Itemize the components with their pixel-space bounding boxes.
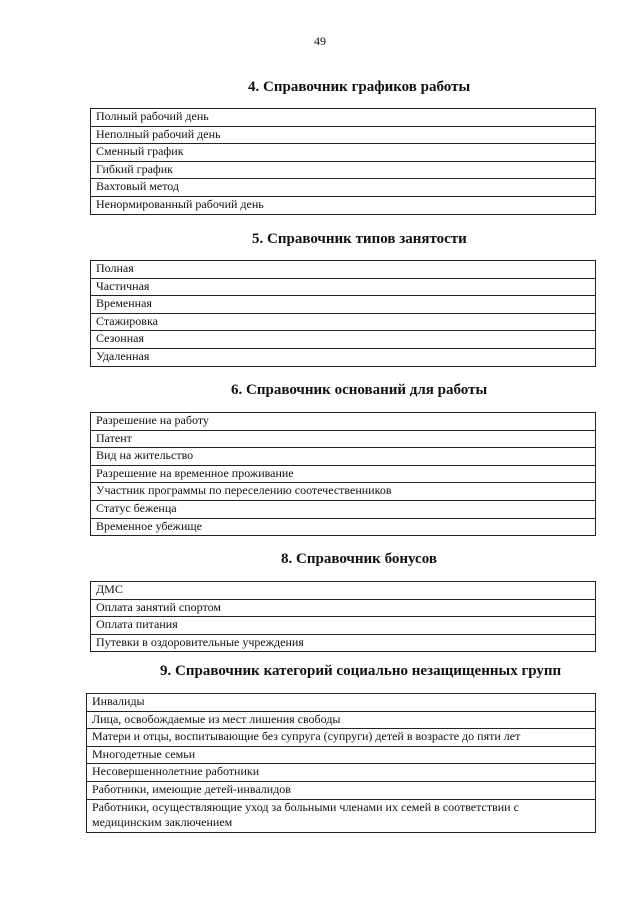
table-row xyxy=(91,430,596,448)
table-cell: Многодетные семьи xyxy=(87,746,596,764)
table-row xyxy=(91,278,596,296)
social-groups-table xyxy=(86,693,596,833)
table-row xyxy=(91,161,596,179)
table-row xyxy=(91,448,596,466)
section-title-bonuses: 8. Справочник бонусов xyxy=(281,551,437,567)
table-row xyxy=(91,617,596,635)
table-cell: Несовершеннолетние работники xyxy=(87,764,596,782)
table-cell: Полная xyxy=(91,261,596,279)
table-row xyxy=(91,296,596,314)
table-row xyxy=(87,694,596,712)
table-cell: Сезонная xyxy=(91,331,596,349)
table-row xyxy=(91,500,596,518)
table-cell: Временное убежище xyxy=(91,518,596,536)
table-cell: Временная xyxy=(91,296,596,314)
table-row xyxy=(91,582,596,600)
section-title-work-schedules: 4. Справочник графиков работы xyxy=(248,79,471,95)
table-row xyxy=(91,313,596,331)
bonuses-table xyxy=(90,581,596,652)
table-cell: Патент xyxy=(91,430,596,448)
table-row xyxy=(91,518,596,536)
table-cell: Гибкий график xyxy=(91,161,596,179)
section-title-employment-types: 5. Справочник типов занятости xyxy=(252,231,467,247)
table-cell: Работники, имеющие детей-инвалидов xyxy=(87,781,596,799)
table-cell: Ненормированный рабочий день xyxy=(91,196,596,214)
table-row xyxy=(91,126,596,144)
table-row xyxy=(91,144,596,162)
employment-types-table xyxy=(90,260,596,367)
table-cell: Инвалиды xyxy=(87,694,596,712)
page-number: 49 xyxy=(314,34,326,48)
table-cell: Работники, осуществляющие уход за больными членами их семей в соответствии с медицинским заключением xyxy=(87,799,596,832)
table-cell: Стажировка xyxy=(91,313,596,331)
table-row xyxy=(91,348,596,366)
table-row xyxy=(91,331,596,349)
table-row xyxy=(91,179,596,197)
section-title-social-groups: 9. Справочник категорий социально незащищенных групп xyxy=(160,663,562,679)
table-row xyxy=(87,764,596,782)
table-cell: Вахтовый метод xyxy=(91,179,596,197)
table-cell: Удаленная xyxy=(91,348,596,366)
table-row xyxy=(87,799,596,832)
work-grounds-table xyxy=(90,412,596,536)
table-cell: Разрешение на работу xyxy=(91,413,596,431)
table-cell: Вид на жительство xyxy=(91,448,596,466)
table-cell: Частичная xyxy=(91,278,596,296)
work-schedules-table xyxy=(90,108,596,215)
table-row xyxy=(87,729,596,747)
table-cell: Матери и отцы, воспитывающие без супруга (супруги) детей в возрасте до пяти лет xyxy=(87,729,596,747)
table-row xyxy=(91,599,596,617)
table-row xyxy=(91,109,596,127)
table-cell: Участник программы по переселению соотечественников xyxy=(91,483,596,501)
table-cell: ДМС xyxy=(91,582,596,600)
table-cell: Разрешение на временное проживание xyxy=(91,465,596,483)
table-cell: Неполный рабочий день xyxy=(91,126,596,144)
table-cell: Оплата занятий спортом xyxy=(91,599,596,617)
table-row xyxy=(91,413,596,431)
table-row xyxy=(91,196,596,214)
table-row xyxy=(91,634,596,652)
table-row xyxy=(91,483,596,501)
table-cell: Сменный график xyxy=(91,144,596,162)
table-row xyxy=(87,781,596,799)
table-row xyxy=(87,711,596,729)
table-row xyxy=(91,465,596,483)
section-title-work-grounds: 6. Справочник оснований для работы xyxy=(231,382,488,398)
table-row xyxy=(87,746,596,764)
table-cell: Полный рабочий день xyxy=(91,109,596,127)
table-cell: Статус беженца xyxy=(91,500,596,518)
table-row xyxy=(91,261,596,279)
table-cell: Оплата питания xyxy=(91,617,596,635)
table-cell: Лица, освобождаемые из мест лишения свободы xyxy=(87,711,596,729)
table-cell: Путевки в оздоровительные учреждения xyxy=(91,634,596,652)
